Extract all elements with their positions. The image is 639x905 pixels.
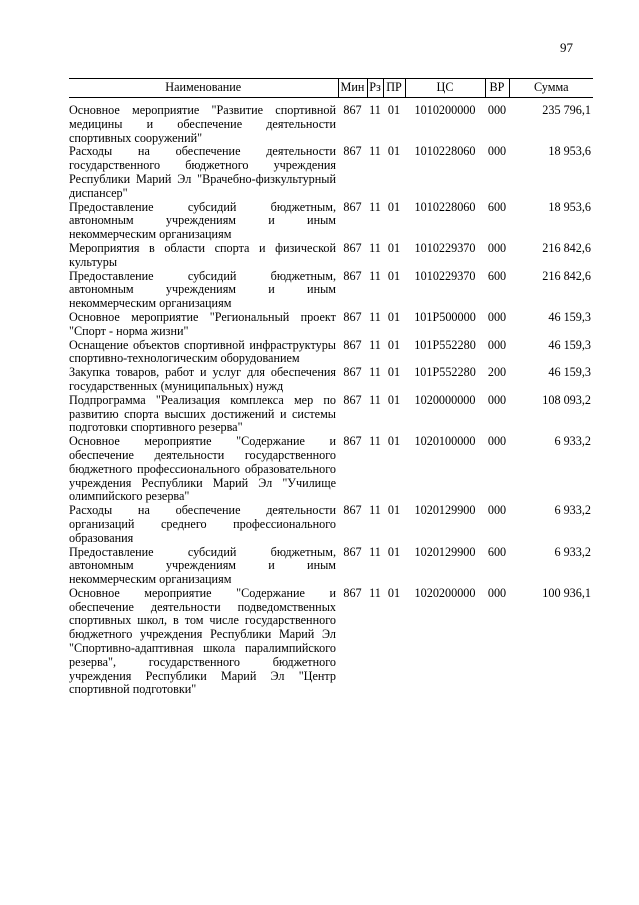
row-sum: 100 936,1 [542, 585, 591, 600]
row-pr: 01 [387, 268, 401, 283]
row-min: 867 [343, 268, 362, 283]
row-name: Основное мероприятие "Развитие спортивной медицины и обеспечение деятельности спортивных сооружений" [69, 103, 336, 145]
page-number: 97 [560, 40, 573, 55]
row-sum: 6 933,2 [554, 544, 591, 559]
row-cs: 101Р500000 [414, 309, 476, 324]
table-row [69, 339, 593, 367]
row-sum: 216 842,6 [542, 268, 591, 283]
header-min: Мин [338, 79, 367, 98]
row-pr: 01 [387, 199, 401, 214]
row-name: Расходы на обеспечение деятельности организаций среднего профессионального образования [69, 503, 336, 545]
header-rz: Рз [367, 79, 383, 98]
row-rz: 11 [369, 199, 381, 214]
row-min: 867 [343, 392, 362, 407]
row-vr: 200 [487, 365, 507, 380]
row-name: Расходы на обеспечение деятельности государственного бюджетного учреждения Республики Марий Эл "Врачебно-физкультурный диспансер" [69, 144, 336, 200]
row-sum: 108 093,2 [542, 392, 591, 407]
row-min: 867 [343, 585, 362, 600]
row-rz: 11 [369, 103, 381, 117]
row-name: Оснащение объектов спортивной инфраструктуры спортивно-технологическим оборудованием [69, 337, 336, 366]
row-name: Закупка товаров, работ и услуг для обеспечения государственных (муниципальных) нужд [69, 365, 336, 393]
row-vr: 000 [487, 585, 507, 600]
header-name: Наименование [69, 79, 338, 98]
budget-table [69, 78, 593, 697]
row-rz: 11 [369, 268, 381, 283]
row-vr: 000 [487, 503, 507, 518]
row-cs: 1020129900 [414, 503, 476, 518]
row-pr: 01 [387, 585, 401, 600]
row-rz: 11 [369, 240, 381, 255]
row-sum: 46 159,3 [548, 337, 591, 352]
row-name: Предоставление субсидий бюджетным, автономным учреждениям и иным некоммерческим организациям [69, 268, 336, 311]
table-row [69, 242, 593, 270]
table-row [69, 587, 593, 697]
header-vr: ВР [485, 79, 509, 98]
row-cs: 1010229370 [414, 268, 476, 283]
row-rz: 11 [369, 392, 381, 407]
row-rz: 11 [369, 365, 381, 380]
table-row [69, 394, 593, 435]
row-rz: 11 [369, 503, 381, 518]
row-rz: 11 [369, 337, 381, 352]
row-cs: 1010229370 [414, 240, 476, 255]
row-cs: 1020000000 [414, 392, 476, 407]
row-pr: 01 [387, 240, 401, 255]
row-sum: 18 953,6 [548, 144, 591, 159]
row-vr: 000 [487, 240, 507, 255]
row-cs: 1010228060 [414, 144, 476, 159]
row-pr: 01 [387, 337, 401, 352]
row-vr: 000 [487, 392, 507, 407]
row-pr: 01 [387, 434, 401, 449]
row-sum: 18 953,6 [548, 199, 591, 214]
table-row [69, 270, 593, 311]
row-vr: 000 [487, 309, 507, 324]
row-min: 867 [343, 199, 362, 214]
table-row [69, 504, 593, 545]
table-row [69, 435, 593, 504]
table-row [69, 201, 593, 242]
row-min: 867 [343, 365, 362, 380]
row-vr: 600 [487, 544, 507, 559]
row-rz: 11 [369, 309, 381, 324]
row-min: 867 [343, 434, 362, 449]
row-rz: 11 [369, 544, 381, 559]
row-vr: 600 [487, 199, 507, 214]
table-header-row [69, 79, 593, 98]
row-rz: 11 [369, 585, 381, 600]
row-vr: 000 [487, 434, 507, 449]
row-sum: 6 933,2 [554, 434, 591, 449]
row-name: Мероприятия в области спорта и физической культуры [69, 240, 336, 269]
row-pr: 01 [387, 309, 401, 324]
row-cs: 1010200000 [414, 103, 476, 117]
row-rz: 11 [369, 144, 381, 159]
row-sum: 235 796,1 [542, 103, 591, 117]
row-sum: 6 933,2 [554, 503, 591, 518]
row-cs: 1020200000 [414, 585, 476, 600]
row-name: Подпрограмма "Реализация комплекса мер по развитию спорта высших достижений и системы подготовки спортивного резерва" [69, 392, 336, 435]
row-vr: 600 [487, 268, 507, 283]
row-min: 867 [343, 503, 362, 518]
row-min: 867 [343, 544, 362, 559]
table-row [69, 546, 593, 587]
row-name: Предоставление субсидий бюджетным, автономным учреждениям и иным некоммерческим организациям [69, 544, 336, 587]
row-min: 867 [343, 309, 362, 324]
row-pr: 01 [387, 544, 401, 559]
row-vr: 000 [487, 337, 507, 352]
row-pr: 01 [387, 103, 401, 117]
row-name: Предоставление субсидий бюджетным, автономным учреждениям и иным некоммерческим организациям [69, 199, 336, 242]
row-cs: 101Р552280 [414, 365, 476, 380]
row-min: 867 [343, 240, 362, 255]
row-vr: 000 [487, 144, 507, 159]
table-row [69, 311, 593, 339]
row-name: Основное мероприятие "Содержание и обеспечение деятельности подведомственных спортивных школ, в том числе государственного бюджетного учреждения Республики Марий Эл "Спортивно-адаптивная школа паралимпийского резерва", государственного бюджетного учреждения Республики Марий Эл "Центр спортивной подготовки" [69, 585, 336, 697]
row-cs: 1020129900 [414, 544, 476, 559]
row-sum: 46 159,3 [548, 365, 591, 380]
header-sum: Сумма [509, 79, 593, 98]
row-min: 867 [343, 144, 362, 159]
header-pr: ПР [383, 79, 405, 98]
row-pr: 01 [387, 392, 401, 407]
table-row [69, 145, 593, 200]
row-cs: 1010228060 [414, 199, 476, 214]
row-sum: 216 842,6 [542, 240, 591, 255]
row-vr: 000 [487, 103, 507, 117]
row-rz: 11 [369, 434, 381, 449]
row-min: 867 [343, 103, 362, 117]
table-row [69, 366, 593, 394]
row-sum: 46 159,3 [548, 309, 591, 324]
row-pr: 01 [387, 365, 401, 380]
table-row [69, 98, 593, 146]
row-cs: 1020100000 [414, 434, 476, 449]
row-name: Основное мероприятие "Содержание и обеспечение деятельности государственного бюджетного профессионального образовательного учреждения Республики Марий Эл "Училище олимпийского резерва" [69, 434, 336, 504]
row-cs: 101Р552280 [414, 337, 476, 352]
row-name: Основное мероприятие "Региональный проект "Спорт - норма жизни" [69, 309, 336, 338]
header-cs: ЦС [405, 79, 485, 98]
row-pr: 01 [387, 503, 401, 518]
row-pr: 01 [387, 144, 401, 159]
row-min: 867 [343, 337, 362, 352]
